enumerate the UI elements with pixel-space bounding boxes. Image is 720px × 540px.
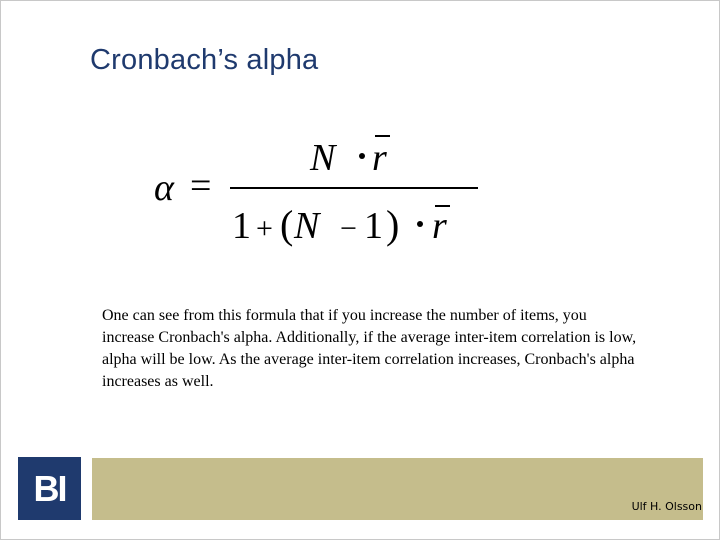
formula-den-lparen: ( [280, 202, 294, 247]
formula-den-1: 1 [232, 205, 251, 247]
formula-num-N: N [310, 137, 336, 179]
author-name: Ulf H. Olsson [631, 500, 702, 513]
formula-den-N: N [294, 205, 320, 247]
footer-band [92, 458, 703, 520]
slide-body-text: One can see from this formula that if you increase the number of items, you increase Cronbach's alpha. Additionally, if the average inter-item correlation is low, alpha will be low. As the average inter-item correlation increases, Cronbach's alpha increases as well. [102, 307, 637, 390]
formula-equals: = [190, 165, 212, 207]
bi-logo [18, 457, 81, 520]
formula-den-1b: 1 [364, 205, 383, 247]
formula-den-rparen: ) [386, 202, 400, 247]
formula-num-dot [359, 153, 365, 159]
bi-logo-text: BI [33, 467, 66, 509]
slide-title: Cronbach’s alpha [90, 44, 319, 76]
formula-den-dot [417, 221, 423, 227]
formula-den-plus: + [256, 212, 273, 245]
formula-den-r: r [432, 205, 447, 247]
formula-alpha: α [154, 167, 174, 209]
formula-num-r: r [372, 137, 387, 179]
formula-den-minus: − [340, 212, 357, 245]
cronbach-alpha-formula [150, 128, 490, 258]
